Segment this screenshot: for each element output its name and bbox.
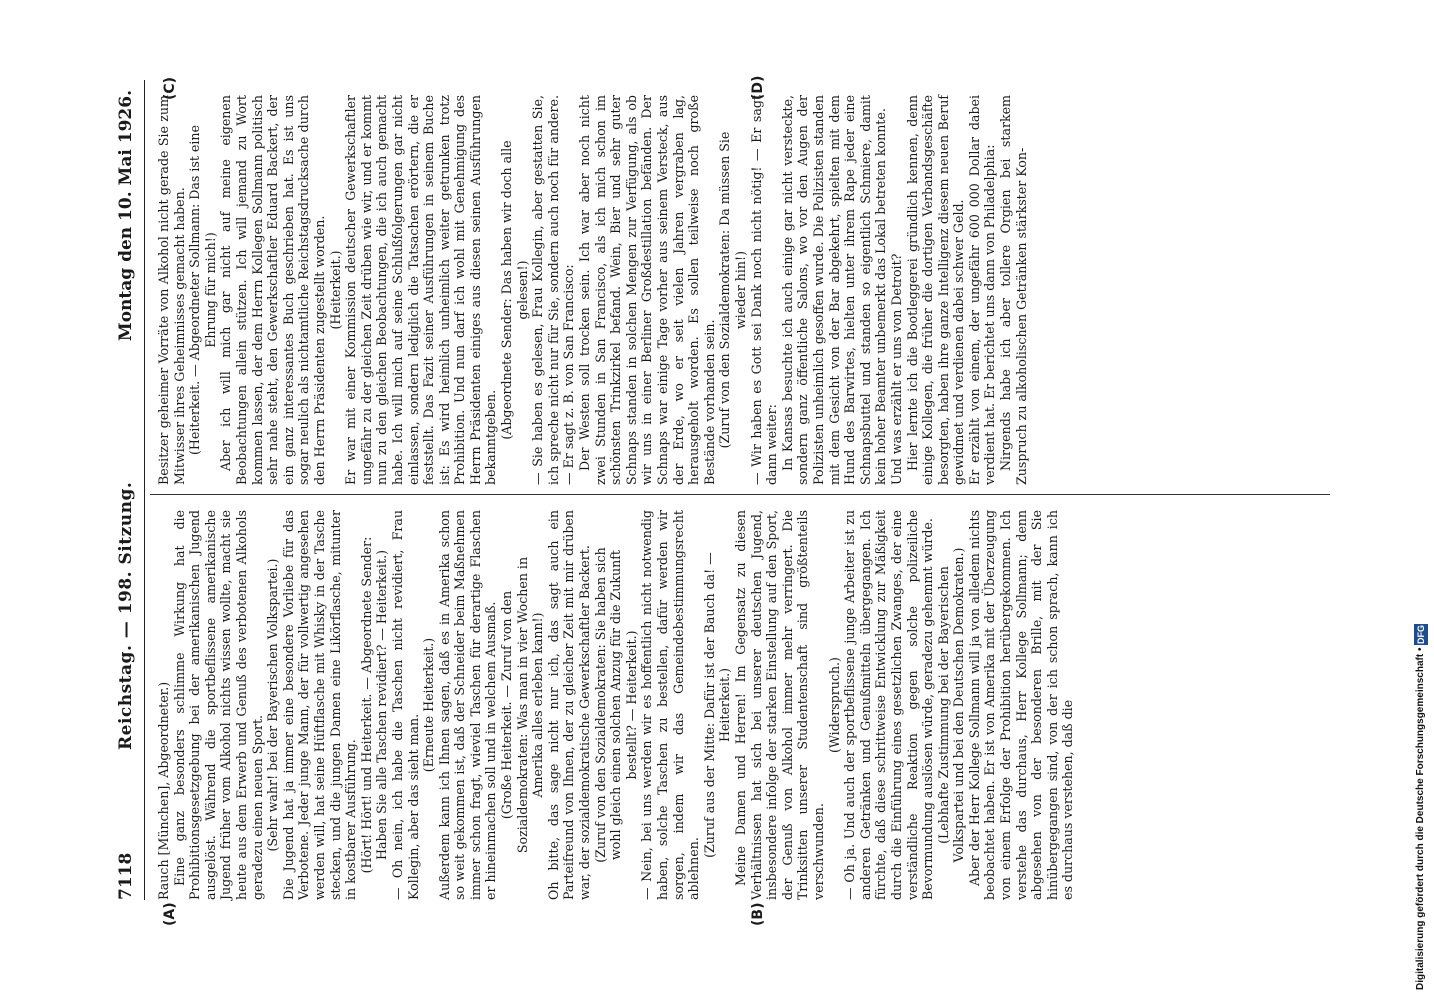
column-divider bbox=[150, 494, 1330, 495]
paragraph: Aber ich will mich gar nicht auf meine eigenen Beobachtungen allein stützen. Ich will jemand zu Wort kommen lassen, der dem Herrn Kollegen Sollmann politisch sehr nahe steht, den Gewerkschaftler Eduard Backert, der ein ganz interessantes Buch geschrieben hat. Es ist uns sogar neulich als nichtamtliche Reichstagsdrucksache durch den Herrn Präsidenten zugestellt worden. bbox=[218, 95, 327, 485]
paragraph: Nirgends habe ich aber tollere Orgien bei starkem Zuspruch zu alkoholischen Getränken stärkster Kon- bbox=[998, 95, 1029, 485]
paragraph: Die Jugend hat ja immer eine besondere Vorliebe für das Verbotene. Jeder junge Mann, der für vollwertig angesehen werden will, hat seine Hüftflasche mit Whisky in der Tasche stecken, und die jungen Damen eine Likörflasche, mitunter in kostbarer Ausführung. bbox=[280, 510, 359, 900]
interjection: (Sehr wahr! bei der Bayerischen Volkspartei.) bbox=[265, 558, 281, 852]
interjection: (Große Heiterkeit. — Zuruf von den Sozialdemokraten: Was man in vier Wochen in Amerika alles erleben kann!) bbox=[499, 556, 546, 854]
paragraph: Er war mit einer Kommission deutscher Gewerkschaftler ungefähr zu der gleichen Zeit drüben wie wir, und er kommt nun zu den gleichen Beobachtungen, die ich auch gemacht habe. Ich will mich auf seine Schlußfolgerungen gar nicht einlassen, sondern lediglich die Tatsachen erörtern, die er feststellt. Das Fazit seiner Ausführungen in seinem Buche ist: Es wird heimlich unheimlich weiter getrunken trotz Prohibition. Und nun darf ich wohl mit Genehmigung des Herrn Präsidenten einiges aus diesen seinen Ausführungen bekanntgeben. bbox=[343, 95, 499, 485]
paragraph: Er erzählt von einem, der ungefähr 600 000 Dollar dabei verdient hat. Er berichtet uns dann von Philadelphia: bbox=[966, 95, 998, 485]
interjection: (Zuruf von den Sozialdemokraten: Da müssen Sie wieder hin!) bbox=[717, 131, 748, 449]
document-page bbox=[110, 75, 1330, 926]
interjection: (Abgeordnete Sender: Das haben wir doch alle gelesen!) bbox=[499, 140, 530, 440]
interjection: (Zuruf von den Sozialdemokraten: Sie haben sich wohl gleich einen solchen Anzug für die Zukunft bestellt? — Heiterkeit.) bbox=[592, 547, 639, 863]
paragraph: Hier lernte ich die Bootleggerei gründlich kennen, denn einige Kollegen, die früher die dortigen Verbandsgeschäfte besorgten, haben ihre ganze Intelligenz diesem neuen Beruf gewidmet und verdienen dabei schwer Geld. bbox=[904, 95, 967, 485]
interjection: (Heiterkeit. — Abgeordneter Sollmann: Das ist eine Ehrung für mich!) bbox=[187, 125, 218, 455]
margin-marker-d: (D) bbox=[750, 75, 766, 100]
digitization-credit bbox=[1414, 10, 1430, 990]
paragraph: Rauch [München], Abgeordneter.) bbox=[156, 681, 171, 900]
dfg-logo: DFG bbox=[1416, 624, 1426, 644]
paragraph: Oh bitte, das sage nicht nur ich, das sagt auch ein Parteifreund von Ihnen, der zu gleicher Zeit mit mir drüben war, der sozialdemokratische Gewerkschaftler Backert. bbox=[545, 510, 593, 900]
interjection: (Widerspruch.) bbox=[826, 657, 842, 753]
paragraph: Besitzer geheimer Vorräte von Alkohol nicht gerade Sie zum Mitwisser ihres Geheimnisses gemacht haben. bbox=[156, 95, 187, 485]
paragraph: Der Westen soll trocken sein. Ich war aber noch nicht zwei Stunden in San Francisco, als ich mich schon im schönsten Trinkzirkel befand. Wein, Bier und sehr guter Schnaps standen in solchen Mengen zur Verfügung, als ob wir uns in einer Berliner Großdestillation befänden. Der Schnaps war einige Tage vorher aus seinem Versteck, aus der Erde, wo er seit vielen Jahren vergraben lag, herausgeholt worden. Es sollen teilweise noch große Bestände vorhanden sein. bbox=[577, 95, 717, 485]
page-number: 7118 bbox=[116, 852, 136, 900]
interjection: (Erneute Heiterkeit.) bbox=[421, 637, 437, 773]
right-column bbox=[156, 95, 1330, 485]
margin-marker-a: (A) bbox=[162, 902, 178, 926]
paragraph: Außerdem kann ich Ihnen sagen, daß es in Amerika schon so weit gekommen ist, daß der Schneider beim Maßnehmen immer schon fragt, wieviel Taschen für derartige Flaschen er hineinmachen soll und in welchem Ausmaß. bbox=[436, 510, 499, 900]
paragraph: — Wir haben es Gott sei Dank noch nicht nötig! — Er sagt dann weiter: bbox=[748, 95, 780, 485]
paragraph: Meine Damen und Herren! Im Gegensatz zu diesen Verhältnissen hat sich bei unserer deutschen Jugend, insbesondere infolge der starken Einstellung auf den Sport, der Genuß von Alkohol immer mehr verringert. Die Trinksitten unserer Studentenschaft sind größtenteils verschwunden. bbox=[732, 510, 826, 900]
session-date: Montag den 10. Mai 1926. bbox=[116, 90, 136, 342]
left-column bbox=[156, 510, 1330, 900]
paragraph: — Oh ja. Und auch der sportbeflissene junge Arbeiter ist zu anderen Getränken und Genußmitteln übergegangen. Ich fürchte, daß diese schrittweise Entwicklung zur Mäßigkeit durch die Einführung eines gesetzlichen Zwanges, der eine verständliche Reaktion gegen solche polizeiliche Bevormundung auslösen würde, geradezu gehemmt würde. bbox=[842, 510, 936, 900]
page-header bbox=[110, 80, 145, 900]
paragraph: Eine ganz besonders schlimme Wirkung hat die Prohibitionsgesetzgebung bei der amerikanischen Jugend ausgelöst. Während die sportbeflissene amerikanische Jugend früher vom Alkohol nichts wissen wollte, macht sie heute aus dem Erwerb und Genuß des verbotenen Alkohols geradezu einen neuen Sport. bbox=[171, 510, 265, 900]
interjection: (Hört! Hört! und Heiterkeit. — Abgeordnete Sender: Haben Sie alle Taschen revidiert? — Heiterkeit.) bbox=[358, 536, 390, 874]
interjection: (Lebhafte Zustimmung bei der Bayerischen Volkspartei und bei den Deutschen Demokraten.) bbox=[935, 547, 967, 863]
paragraph: Aber der Herr Kollege Sollmann will ja von alledem nichts beobachtet haben. Er ist von Amerika mit der Überzeugung von einem Erfolge der Prohibition herübergekommen. Ich verstehe das durchaus, Herr Kollege Sollmann; denn abgesehen von der besonderen Brille, mit der Sie hinübergegangen sind, von der ich schon sprach, kann ich es durchaus verstehen, daß die bbox=[966, 510, 1076, 900]
paragraph: In Kansas besuchte ich auch einige gar nicht versteckte, sondern ganz öffentliche Salons, wo vor den Augen der Polizisten unheimlich gesoffen wurde. Die Polizisten standen mit dem Gesicht von der Bar abgekehrt, spielten mit dem Hund des Barwirtes, hielten unter ihrem Rape jeder eine Schnapsbuttel und standen so eigentlich Schmiere, damit kein hoher Beamter unbemerkt das Lokal betreten konnte. bbox=[779, 95, 889, 485]
paragraph: — Oh nein, ich habe die Taschen nicht revidiert, Frau Kollegin, aber das sieht man. bbox=[389, 510, 421, 900]
interjection: (Zuruf aus der Mitte: Dafür ist der Bauch da! — Heiterkeit.) bbox=[701, 552, 733, 858]
interjection: (Heiterkeit.) bbox=[327, 250, 343, 330]
margin-marker-c: (C) bbox=[162, 76, 178, 100]
session-title: Reichstag. — 198. Sitzung. bbox=[116, 481, 136, 750]
paragraph: Und was erzählt er uns von Detroit? bbox=[888, 253, 904, 485]
paragraph: — Sie haben es gelesen, Frau Kollegin, aber gestatten Sie, ich spreche nicht nur für Sie, sondern auch noch für andere. — Er sagt z. B. von San Francisco: bbox=[530, 95, 577, 485]
paragraph: — Nein, bei uns werden wir es hoffentlich nicht notwendig haben, solche Taschen zu bestellen, dafür werden wir sorgen, indem wir das Gemeindebestimmungsrecht ablehnen. bbox=[639, 510, 702, 900]
margin-marker-b: (B) bbox=[750, 902, 766, 926]
credit-text: Digitalisierung gefördert durch die Deutsche Forschungsgemeinschaft • bbox=[1415, 647, 1426, 990]
